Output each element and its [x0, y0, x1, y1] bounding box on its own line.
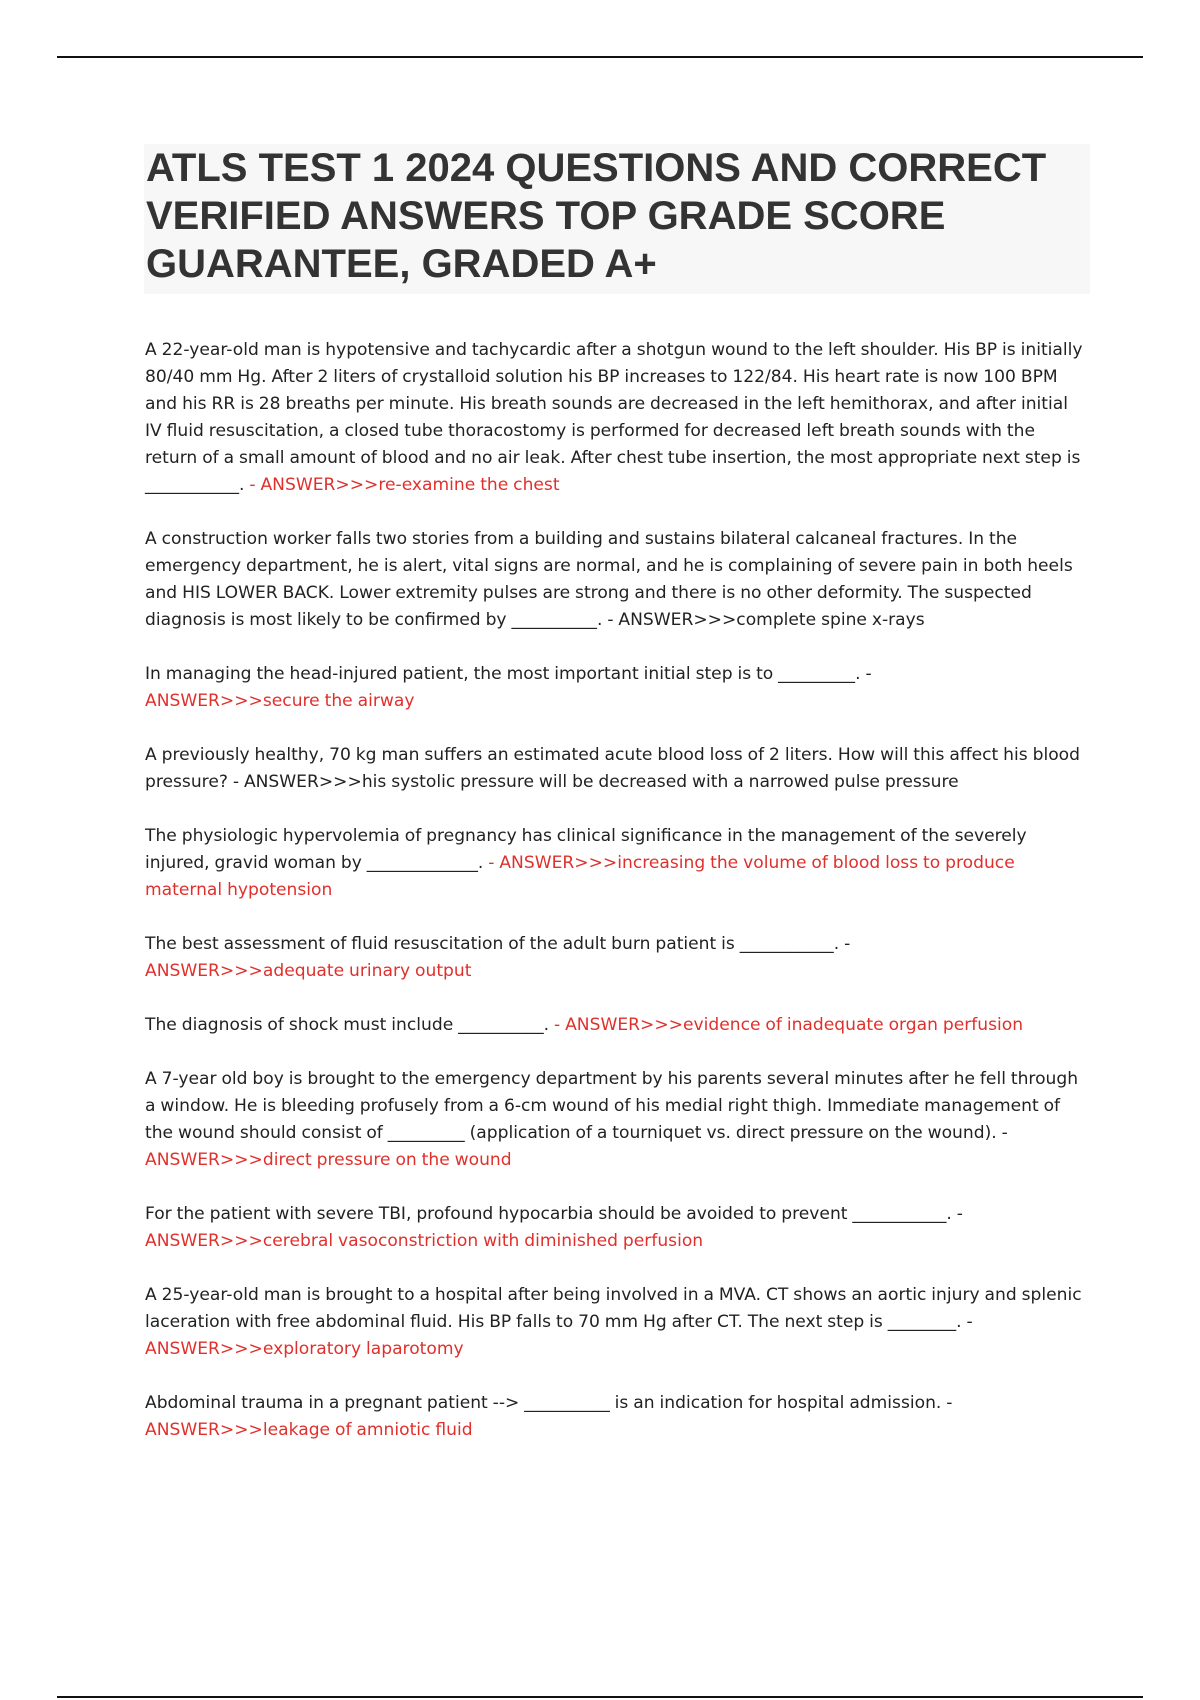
question-text: A 22-year-old man is hypotensive and tachycardic after a shotgun wound to the left shoulder. His BP is initially 80/40 mm Hg. After 2 liters of crystalloid solution his BP increases to 122/84. His heart rate is now 100 BPM and his RR is 28 breaths per minute. His breath sounds are decreased in the left hemithorax, and after initial IV fluid resuscitation, a closed tube thoracostomy is performed for decreased left breath sounds with the return of a small amount of blood and no air leak. After chest tube insertion, the most appropriate next step is ___________.	[145, 340, 1083, 495]
question-text: A previously healthy, 70 kg man suffers an estimated acute blood loss of 2 liters. How will this affect his blood pressure?	[145, 745, 1080, 792]
question-text: Abdominal trauma in a pregnant patient --> __________ is an indication for hospital admission. -	[145, 1393, 953, 1413]
question-text: A 25-year-old man is brought to a hospital after being involved in a MVA. CT shows an aortic injury and splenic laceration with free abdominal fluid. His BP falls to 70 mm Hg after CT. The next step is ________. -	[145, 1285, 1082, 1332]
document-title	[144, 144, 1090, 294]
answer-text: - ANSWER>>>complete spine x-rays	[607, 610, 925, 630]
title-line: VERIFIED ANSWERS TOP GRADE SCORE	[146, 194, 946, 238]
question-text: For the patient with severe TBI, profound hypocarbia should be avoided to prevent ___________. -	[145, 1204, 963, 1224]
title-line: ATLS TEST 1 2024 QUESTIONS AND CORRECT	[146, 146, 1047, 190]
qa-item	[145, 742, 1085, 796]
qa-item	[145, 1201, 1085, 1255]
qa-item	[145, 526, 1085, 634]
qa-item	[145, 931, 1085, 985]
question-text: A 7-year old boy is brought to the emergency department by his parents several minutes after he fell through a window. He is bleeding profusely from a 6-cm wound of his medial right thigh. Immediate management of the wound should consist of _________ (application of a tourniquet vs. direct pressure on the wound). -	[145, 1069, 1079, 1143]
question-text: A construction worker falls two stories from a building and sustains bilateral calcaneal fractures. In the emergency department, he is alert, vital signs are normal, and he is complaining of severe pain in both heels and HIS LOWER BACK. Lower extremity pulses are strong and there is no other deformity. The suspected diagnosis is most likely to be confirmed by __________.	[145, 529, 1073, 630]
question-text: The best assessment of fluid resuscitation of the adult burn patient is ___________. -	[145, 934, 851, 954]
document-title-heading	[146, 144, 1086, 288]
qa-item	[145, 1390, 1085, 1444]
qa-item	[145, 823, 1085, 904]
question-text: The diagnosis of shock must include __________.	[145, 1015, 555, 1035]
answer-text: ANSWER>>>cerebral vasoconstriction with diminished perfusion	[145, 1231, 704, 1251]
qa-item	[145, 1066, 1085, 1174]
answer-text: ANSWER>>>direct pressure on the wound	[145, 1150, 512, 1170]
qa-item	[145, 1012, 1085, 1039]
answer-text: ANSWER>>>adequate urinary output	[145, 961, 472, 981]
question-text: The physiologic hypervolemia of pregnancy has clinical significance in the management of the severely injured, gravid woman by _____________.	[145, 826, 1027, 873]
qa-item	[145, 661, 1085, 715]
qa-item	[145, 337, 1085, 499]
answer-text: - ANSWER>>>increasing the volume of blood loss to produce maternal hypotension	[145, 853, 1015, 900]
answer-text: ANSWER>>>exploratory laparotomy	[145, 1339, 464, 1359]
answer-text: ANSWER>>>secure the airway	[145, 691, 415, 711]
qa-list	[145, 337, 1085, 1471]
bottom-rule	[57, 1696, 1143, 1698]
top-rule	[57, 56, 1143, 58]
answer-text: ANSWER>>>leakage of amniotic fluid	[145, 1420, 473, 1440]
question-text: In managing the head-injured patient, the most important initial step is to _________. -	[145, 664, 872, 684]
answer-text: - ANSWER>>>evidence of inadequate organ perfusion	[554, 1015, 1024, 1035]
answer-text: - ANSWER>>>re-examine the chest	[249, 475, 560, 495]
qa-item	[145, 1282, 1085, 1363]
title-line: GUARANTEE, GRADED A+	[146, 242, 657, 286]
answer-text: - ANSWER>>>his systolic pressure will be decreased with a narrowed pulse pressure	[232, 772, 959, 792]
